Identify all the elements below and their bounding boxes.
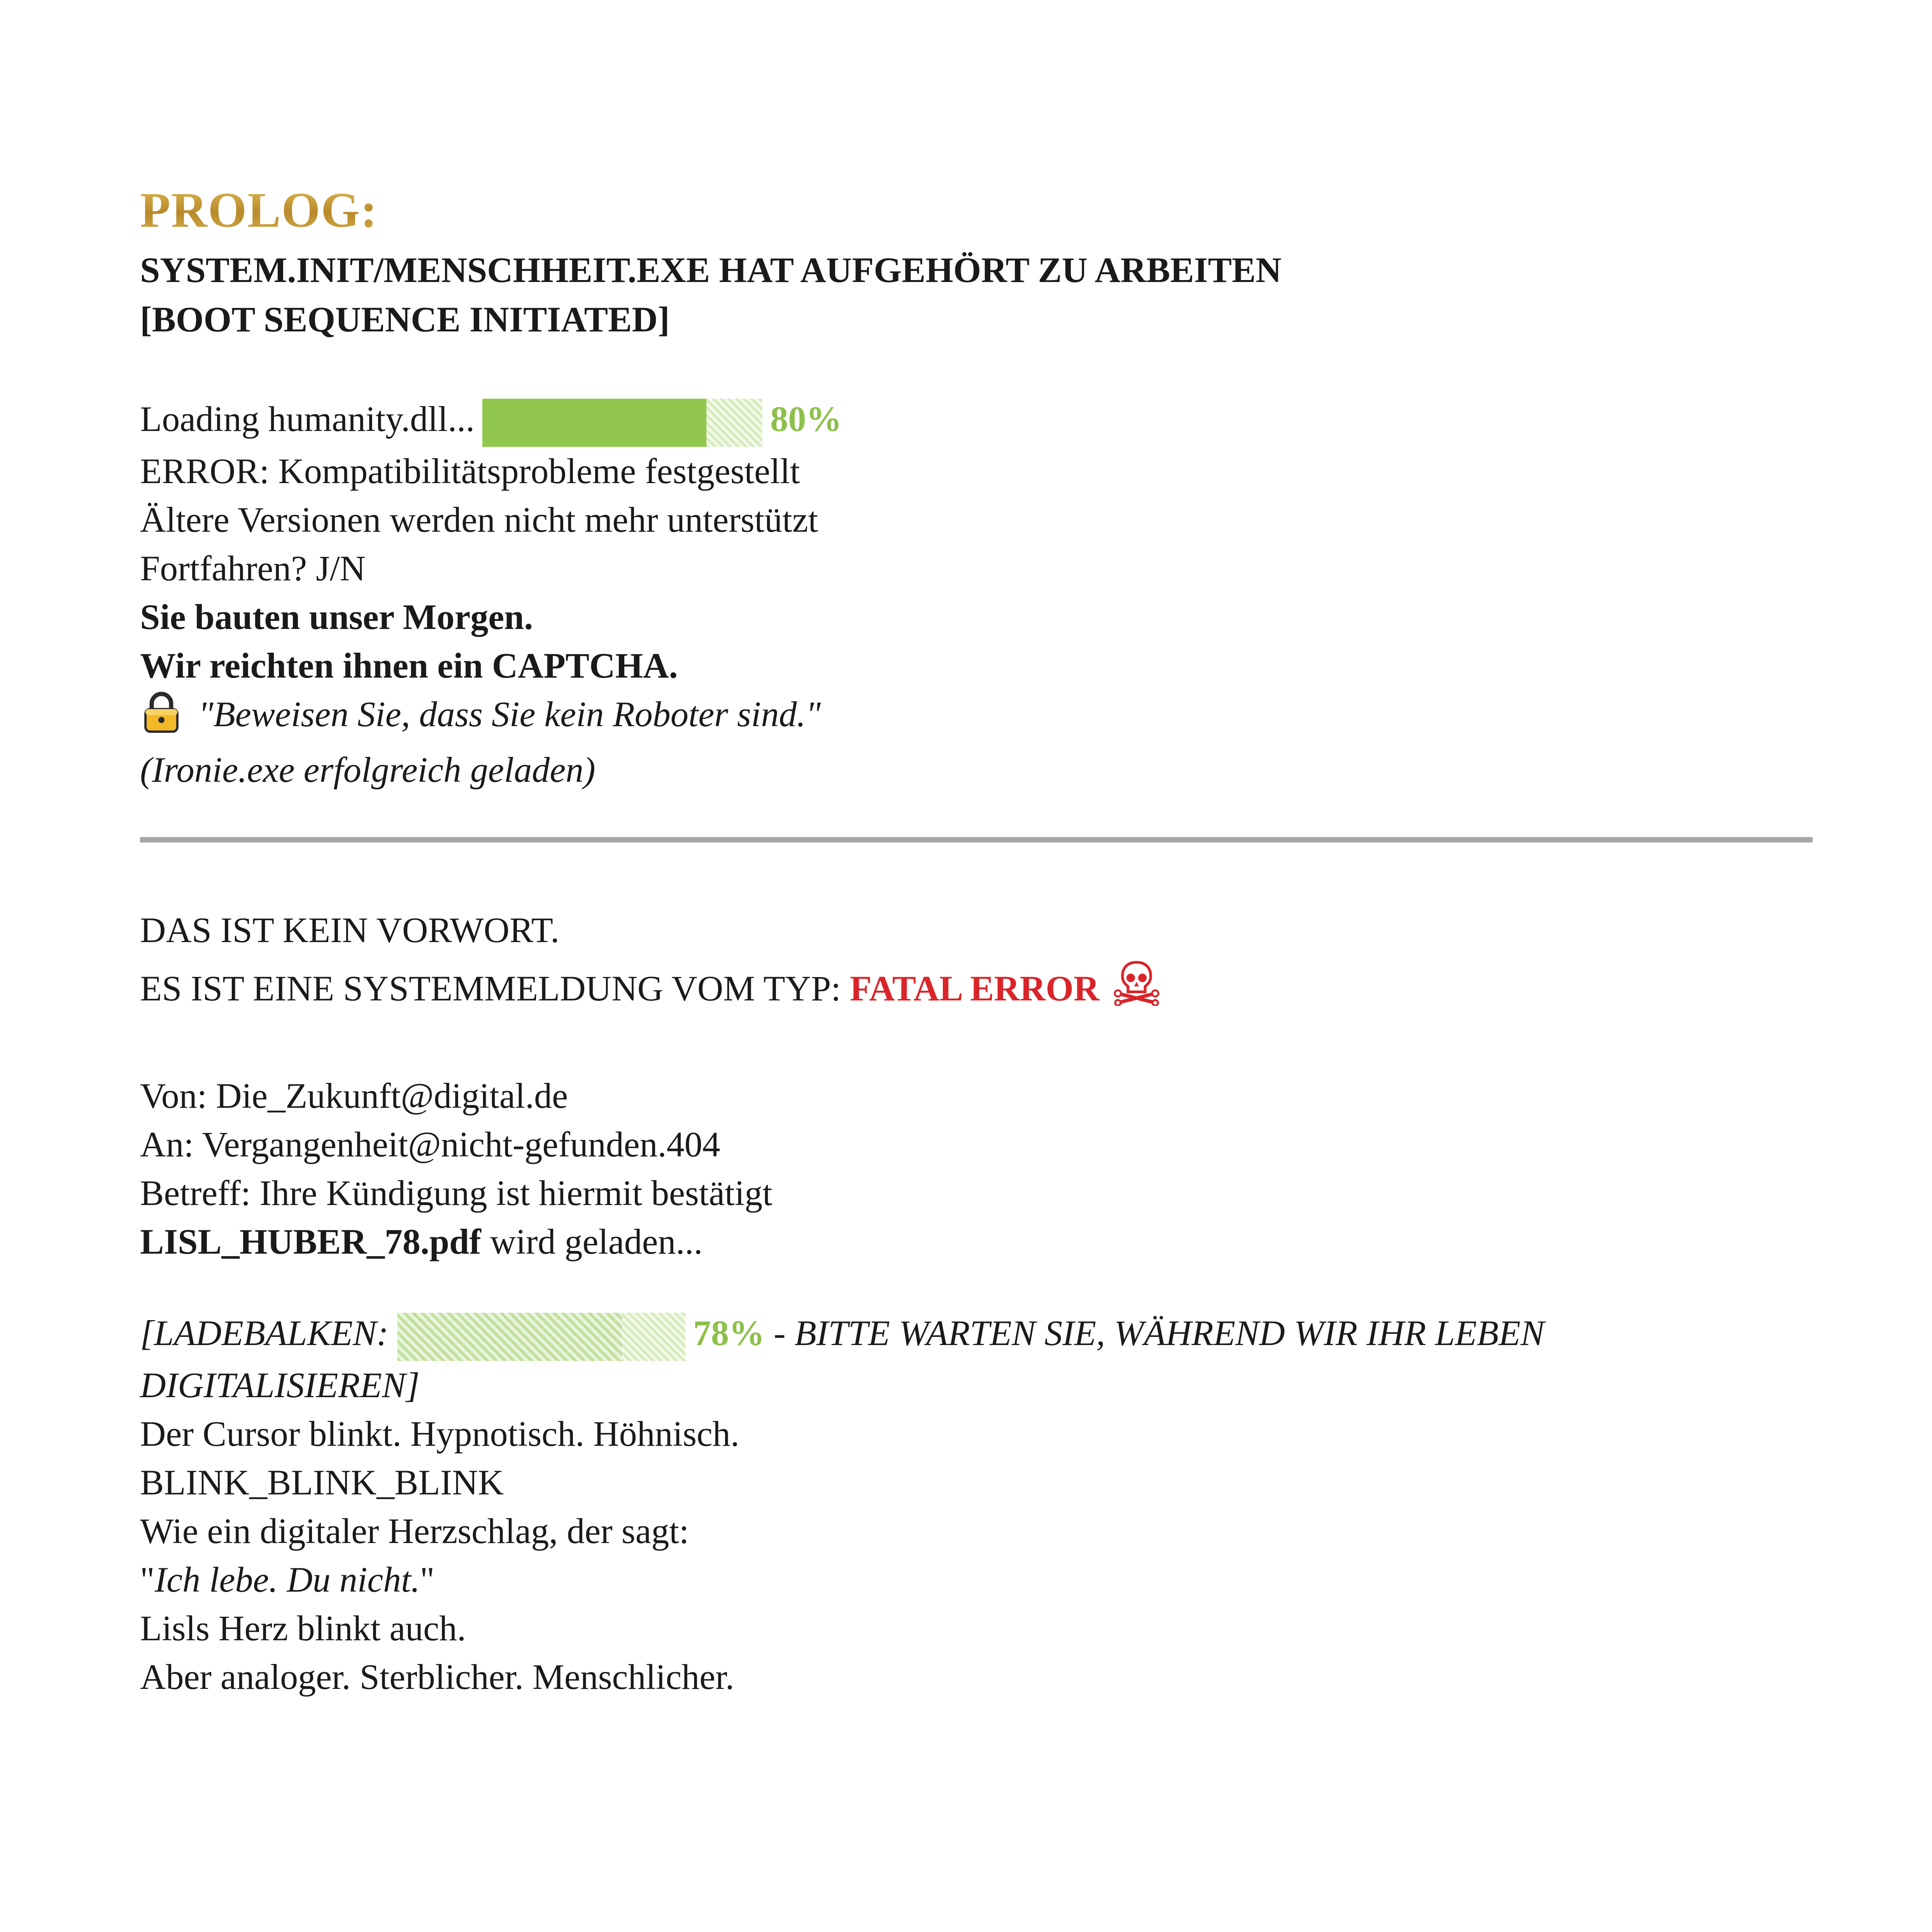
captcha-quote: "Beweisen Sie, dass Sie kein Roboter sind." <box>198 694 821 734</box>
narrative-quote-line <box>140 1555 1813 1604</box>
irony-line: (Ironie.exe erfolgreich geladen) <box>140 750 596 790</box>
loading-bar-line <box>140 1309 1813 1361</box>
loading-line <box>140 395 1813 447</box>
quote-open: " <box>140 1559 155 1599</box>
humanity-progress-fill <box>482 399 706 447</box>
email-subject: Betreff: Ihre Kündigung ist hiermit bestätigt <box>140 1173 772 1213</box>
loading-bar-message: - BITTE WARTEN SIE, WÄHREND WIR IHR LEBEN <box>764 1313 1545 1353</box>
humanity-progress-percent: 80% <box>770 399 842 439</box>
narrative-line-5: Lisls Herz blinkt auch. <box>140 1608 466 1648</box>
email-attachment-line <box>140 1217 1813 1266</box>
humanity-progress-bar <box>482 399 762 447</box>
loading-label: Loading humanity.dll... <box>140 399 475 439</box>
loading-bar-label: [LADEBALKEN: <box>140 1313 398 1353</box>
error-line: ERROR: Kompatibilitätsprobleme festgestellt <box>140 451 800 491</box>
narrative-line-2: BLINK_BLINK_BLINK <box>140 1462 504 1502</box>
spacer <box>140 344 1813 395</box>
narrative-line-3: Wie ein digitaler Herzschlag, der sagt: <box>140 1511 689 1551</box>
continue-prompt: Fortfahren? J/N <box>140 548 366 588</box>
not-a-foreword-line: DAS IST KEIN VORWORT. <box>140 910 560 950</box>
fatal-error-prefix: ES IST EINE SYSTEMMELDUNG VOM TYP: <box>140 968 850 1008</box>
versions-line: Ältere Versionen werden nicht mehr unterstützt <box>140 499 818 539</box>
email-to: An: Vergangenheit@nicht-gefunden.404 <box>140 1124 720 1164</box>
email-from: Von: Die_Zukunft@digital.de <box>140 1075 568 1116</box>
bold-statement-2: Wir reichten ihnen ein CAPTCHA. <box>140 645 678 685</box>
captcha-line <box>140 690 1813 746</box>
narrative-line-6: Aber analoger. Sterblicher. Menschlicher. <box>140 1657 734 1697</box>
narrative-quote: Ich lebe. Du nicht. <box>154 1559 420 1599</box>
fatal-error-label: FATAL ERROR <box>850 968 1100 1008</box>
prolog-title-text: PROLOG: <box>140 182 378 238</box>
spacer <box>140 1023 1813 1072</box>
prolog-subtitle: SYSTEM.INIT/MENSCHHEIT.EXE HAT AUFGEHÖRT ZU ARBEITEN <box>140 250 1282 290</box>
life-progress-fill <box>398 1313 622 1361</box>
boot-sequence-heading: [BOOT SEQUENCE INITIATED] <box>140 299 670 339</box>
spacer <box>140 1266 1813 1309</box>
attachment-status: wird geladen... <box>481 1221 703 1261</box>
life-progress-percent: 78% <box>693 1313 765 1353</box>
skull-crossbones-icon <box>1113 959 1160 1023</box>
prolog-title <box>140 183 1813 238</box>
section-divider <box>140 837 1813 843</box>
loading-bar-message-continued: DIGITALISIEREN] <box>140 1365 420 1405</box>
quote-close: " <box>420 1559 435 1599</box>
fatal-error-line <box>140 959 1813 1023</box>
life-progress-bar <box>398 1313 685 1361</box>
narrative-line-1: Der Cursor blinkt. Hypnotisch. Höhnisch. <box>140 1414 739 1454</box>
attachment-file-name: LISL_HUBER_78.pdf <box>140 1221 481 1261</box>
lock-icon <box>140 690 183 746</box>
document-content <box>140 183 1813 1701</box>
bold-statement-1: Sie bauten unser Morgen. <box>140 597 533 637</box>
